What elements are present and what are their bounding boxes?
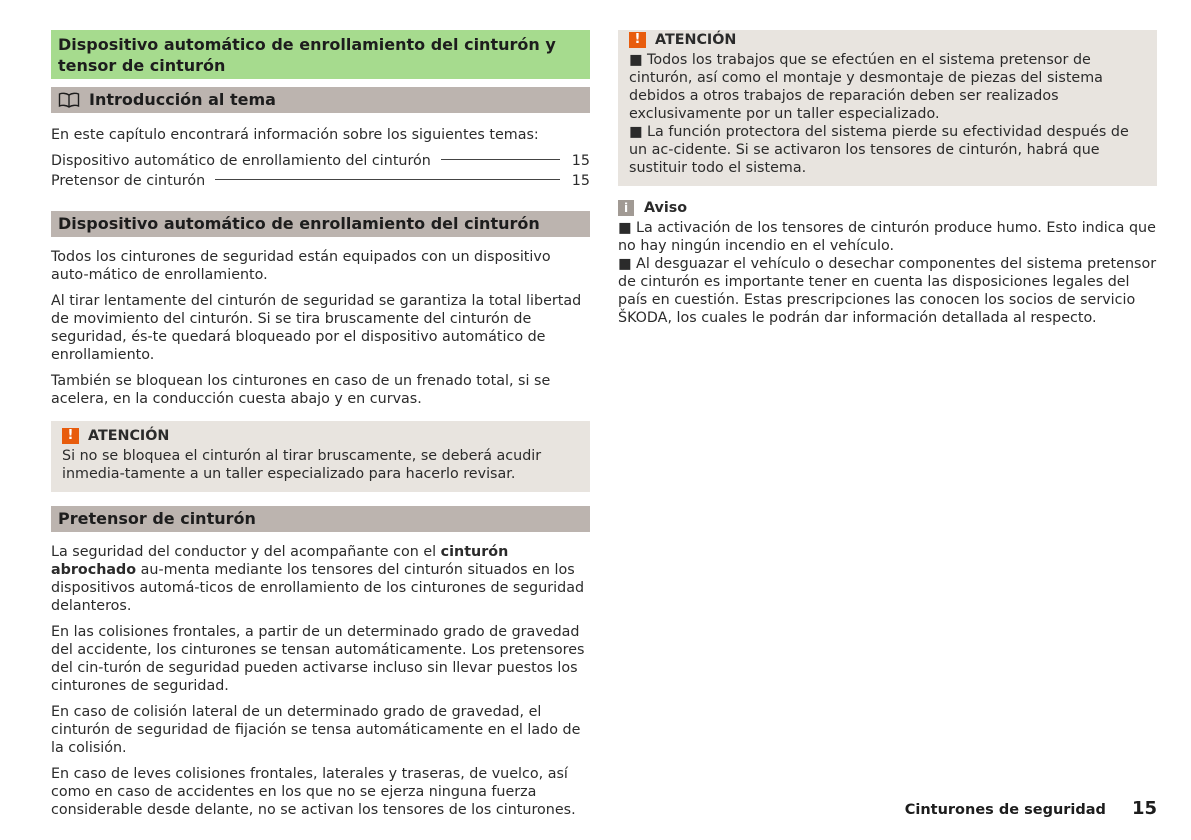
warning-bullet: ■ Todos los trabajos que se efectúen en el sistema pretensor de cinturón, así como el montaje y desmontaje de piezas del sistema debidos a otros trabajos de reparación deben ser realizados exclusivamente por un taller especializado.: [629, 52, 1103, 122]
toc-leader: [215, 179, 560, 180]
body-paragraph: Al tirar lentamente del cinturón de seguridad se garantiza la total libertad de movimiento del cinturón. Si se tira bruscamente del cinturón de seguridad, és-te quedará bloqueado por el dispositivo automático de enrollamiento.: [51, 293, 582, 363]
page-number: 15: [1131, 798, 1157, 819]
warning-icon: !: [629, 32, 646, 48]
body-paragraph: En caso de colisión lateral de un determinado grado de gravedad, el cinturón de seguridad de fijación se tensa automáticamente en el lado de la colisión.: [51, 704, 581, 756]
right-column: [618, 30, 1157, 327]
footer-section-title: Cinturones de seguridad: [904, 802, 1106, 818]
warning-box: [618, 30, 1157, 186]
warning-title: ATENCIÓN: [88, 428, 170, 444]
retractor-section-header: [51, 211, 590, 237]
book-icon: [58, 92, 80, 108]
toc-item[interactable]: [51, 152, 590, 172]
pretensor-section-header: [51, 506, 590, 532]
bold-term: cinturón abrochado: [51, 544, 509, 578]
text-run: au-menta mediante los tensores del cinturón situados en los dispositivos automá-ticos de enrollamiento de los cinturones de seguridad delanteros.: [51, 562, 585, 614]
note-title: Aviso: [644, 200, 688, 216]
note-bullet: ■ Al desguazar el vehículo o desechar componentes del sistema pretensor de cinturón es importante tener en cuenta las disposiciones legales del país en cuestión. Estas prescripciones las conocen los socios de servicio ŠKODA, los cuales le podrán dar información detallada al respecto.: [618, 256, 1157, 326]
body-paragraph: [51, 543, 590, 615]
intro-text: En este capítulo encontrará información sobre los siguientes temas:: [51, 127, 539, 143]
table-of-contents: [51, 152, 590, 192]
text-run: La seguridad del conductor y del acompañante con el: [51, 544, 441, 560]
note-header: [618, 199, 1157, 217]
body-paragraph: Todos los cinturones de seguridad están equipados con un dispositivo auto-mático de enrollamiento.: [51, 249, 551, 283]
warning-bullet: ■ La función protectora del sistema pierde su efectividad después de un ac-cidente. Si se activaron los tensores de cinturón, habrá que sustituir todo el sistema.: [629, 124, 1129, 176]
toc-item[interactable]: [51, 172, 590, 192]
info-icon: i: [618, 200, 634, 216]
warning-title: ATENCIÓN: [655, 32, 737, 48]
toc-item-page[interactable]: 15: [571, 153, 590, 169]
warning-text: Si no se bloquea el cinturón al tirar bruscamente, se deberá acudir inmedia-tamente a un taller especializado para hacerlo revisar.: [62, 448, 542, 482]
toc-leader: [441, 159, 560, 160]
body-paragraph: En caso de leves colisiones frontales, laterales y traseras, de vuelco, así como en caso de accidentes en los que no se ejerza ninguna fuerza considerable desde delante, no se activan los tensores de los cinturones.: [51, 766, 576, 818]
warning-box: [51, 421, 590, 492]
note-bullet: ■ La activación de los tensores de cinturón produce humo. Esto indica que no hay ningún incendio en el vehículo.: [618, 220, 1156, 254]
body-paragraph: En las colisiones frontales, a partir de un determinado grado de gravedad del accidente, los cinturones se tensan automáticamente. Los pretensores del cin-turón de seguridad pueden activarse incluso sin llevar puestos los cinturones de seguridad.: [51, 624, 585, 694]
warning-header: [629, 31, 1146, 49]
warning-icon: !: [62, 428, 79, 444]
intro-section-title: Introducción al tema: [89, 90, 276, 109]
toc-item-label[interactable]: Pretensor de cinturón: [51, 173, 206, 189]
body-paragraph: También se bloquean los cinturones en caso de un frenado total, si se acelera, en la conducción cuesta abajo y en curvas.: [51, 373, 551, 407]
left-column: [51, 30, 590, 819]
page-footer: [905, 800, 1157, 819]
retractor-section-title: Dispositivo automático de enrollamiento del cinturón: [58, 214, 540, 233]
intro-section-header: [51, 87, 590, 113]
warning-header: [62, 427, 579, 445]
chapter-title: Dispositivo automático de enrollamiento del cinturón y tensor de cinturón: [51, 30, 590, 79]
pretensor-section-title: Pretensor de cinturón: [58, 509, 256, 528]
toc-item-page[interactable]: 15: [571, 173, 590, 189]
toc-item-label[interactable]: Dispositivo automático de enrollamiento del cinturón: [51, 153, 431, 169]
